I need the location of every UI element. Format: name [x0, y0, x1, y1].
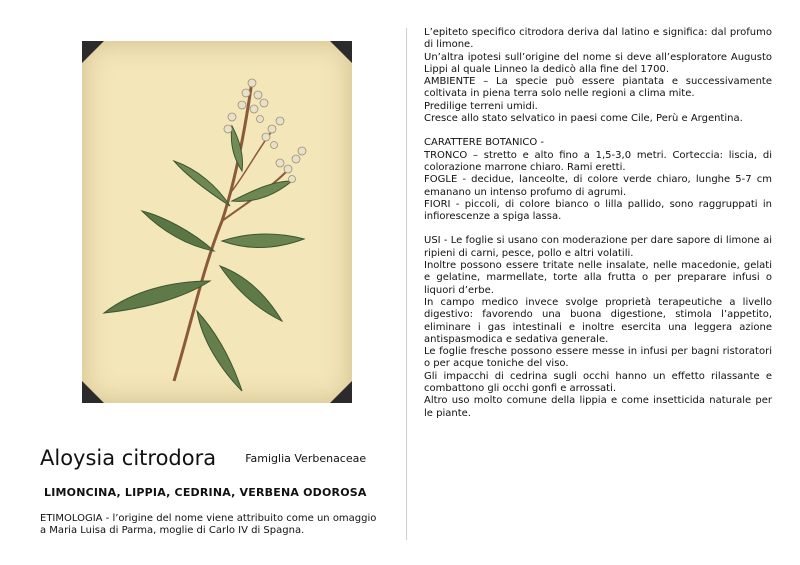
- spacer: [424, 223, 772, 235]
- text-paragraph: Cresce allo stato selvatico in paesi come Cile, Perù e Argentina.: [424, 113, 743, 125]
- text-paragraph: Un’altra ipotesi sull’origine del nome si deve all’esploratore Augusto Lippi al quale Linneo la dedicò alla fine del 1700.: [424, 51, 772, 75]
- plant-illustration: [82, 41, 352, 403]
- text-paragraph: USI - Le foglie si usano con moderazione per dare sapore di limone ai ripieni di carni, pesce, pollo e altri volatili.: [424, 235, 772, 259]
- spacer: [424, 125, 772, 137]
- column-divider: [406, 28, 407, 540]
- etymology-text: ETIMOLOGIA - l’origine del nome viene attribuito come un omaggio a Maria Luisa di Parma, moglie di Carlo IV di Spagna.: [40, 513, 377, 536]
- text-paragraph: Le foglie fresche possono essere messe in infusi per bagni ristoratori o per acque toniche del viso.: [424, 346, 772, 370]
- section-heading: CARATTERE BOTANICO -: [424, 137, 545, 149]
- description-column: [424, 27, 772, 420]
- title-row: [40, 446, 400, 470]
- text-paragraph: L’epiteto specifico citrodora deriva dal latino e significa: dal profumo di limone.: [424, 27, 772, 51]
- species-name: Aloysia citrodora: [40, 446, 217, 470]
- text-paragraph: Altro uso molto comune della lippia e come insetticida naturale per le piante.: [424, 395, 772, 419]
- family-name: Famiglia Verbenaceae: [245, 452, 367, 465]
- text-paragraph: Gli impacchi di cedrina sugli occhi hanno un effetto rilassante e combattono gli occhi gonfi e arrossati.: [424, 370, 772, 395]
- lemon-verbena-drawing: [82, 41, 352, 403]
- common-names: LIMONCINA, LIPPIA, CEDRINA, VERBENA ODOROSA: [44, 486, 367, 499]
- text-paragraph: Inoltre possono essere tritate nelle insalate, nelle macedonie, gelati e gelatine, marmellate, torte alla frutta o per preparare infusi o liquori d’erbe.: [424, 260, 772, 296]
- text-paragraph: TRONCO – stretto e alto fino a 1,5-3,0 metri. Corteccia: liscia, di colorazione marrone chiaro. Rami eretti.: [424, 149, 772, 173]
- text-paragraph: FOGLE - decidue, lanceolte, di colore verde chiaro, lunghe 5-7 cm emanano un intenso profumo di agrumi.: [424, 174, 772, 198]
- text-paragraph: AMBIENTE – La specie può essere piantata e successivamente coltivata in piena terra solo nelle regioni a clima mite.: [424, 76, 772, 100]
- text-paragraph: Predilige terreni umidi.: [424, 100, 538, 112]
- text-paragraph: In campo medico invece svolge proprietà terapeutiche a livello digestivo: favorendo una buona digestione, stimola l’appetito, eliminare i gas intestinali e inoltre esercita una leggera azione antispasmodica e sedativa generale.: [424, 296, 772, 345]
- text-paragraph: FIORI - piccoli, di colore bianco o lilla pallido, sono raggruppati in infiorescenze a spiga lassa.: [424, 198, 772, 223]
